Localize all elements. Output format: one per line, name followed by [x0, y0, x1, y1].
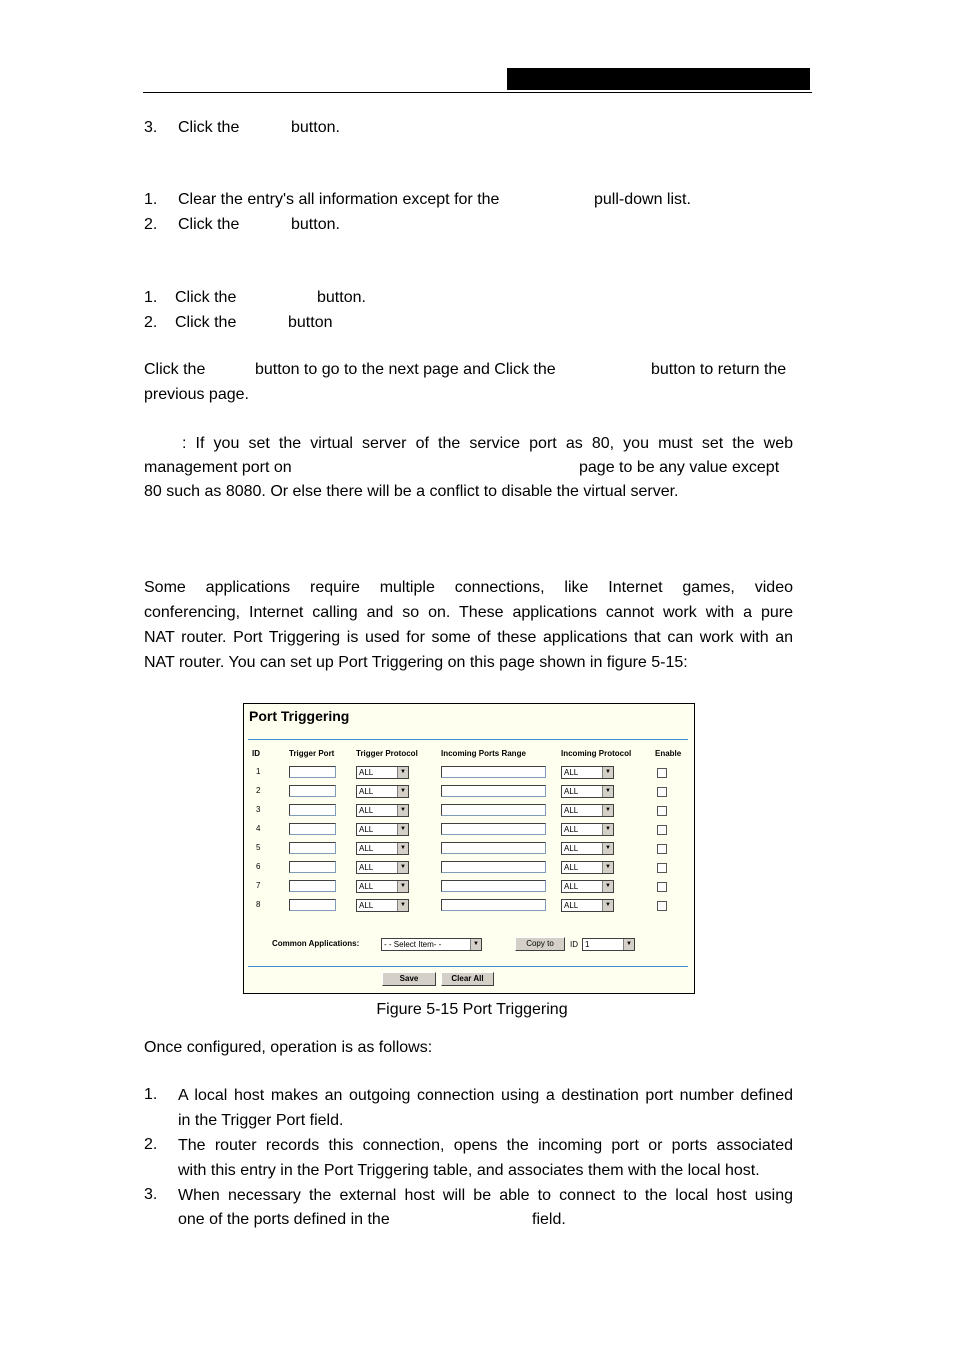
header-incoming-protocol: Incoming Protocol	[561, 749, 632, 758]
chevron-down-icon: ▼	[397, 786, 408, 797]
note-paragraph	[144, 431, 793, 456]
enable-checkbox[interactable]	[657, 844, 667, 854]
figure-bottom-rule	[248, 966, 688, 967]
chevron-down-icon: ▼	[602, 824, 613, 835]
incoming-ports-range-input[interactable]	[441, 785, 546, 797]
select-value: ALL	[359, 825, 374, 834]
incoming-ports-range-input[interactable]	[441, 899, 546, 911]
select-value: ALL	[359, 901, 374, 910]
incoming-protocol-select[interactable]	[561, 766, 614, 779]
note-row: : If you set the virtual server of the service port as 80, you must set the web	[182, 435, 793, 452]
select-value: ALL	[359, 768, 374, 777]
select-value: ALL	[564, 863, 579, 872]
trigger-port-input[interactable]	[289, 804, 336, 816]
select-value: ALL	[564, 901, 579, 910]
enable-checkbox[interactable]	[657, 806, 667, 816]
step-text: pull-down list.	[594, 191, 691, 208]
trigger-port-input[interactable]	[289, 766, 336, 778]
incoming-protocol-select[interactable]	[561, 899, 614, 912]
select-value: ALL	[564, 787, 579, 796]
row-id: 3	[256, 805, 261, 814]
chevron-down-icon: ▼	[397, 824, 408, 835]
trigger-protocol-select[interactable]	[356, 842, 409, 855]
id-select[interactable]	[582, 938, 635, 951]
figure-top-rule	[248, 739, 688, 740]
intro-row: NAT router. Port Triggering is used for some of these applications that can work with an	[144, 629, 793, 646]
select-value: - - Select Item- -	[384, 940, 442, 949]
paragraph-text: button to go to the next page and Click the	[255, 361, 556, 378]
step-number: 1.	[144, 191, 158, 208]
trigger-protocol-select[interactable]	[356, 880, 409, 893]
trigger-protocol-select[interactable]	[356, 785, 409, 798]
paragraph-text: Click the	[144, 361, 206, 378]
row-id: 5	[256, 843, 261, 852]
select-value: ALL	[564, 882, 579, 891]
step-text: Click the	[175, 289, 237, 306]
header-enable: Enable	[655, 749, 682, 758]
step-number: 2.	[144, 314, 158, 331]
step-number: 1.	[144, 289, 158, 306]
list-item	[178, 1183, 793, 1208]
trigger-port-input[interactable]	[289, 899, 336, 911]
list-number: 2.	[144, 1136, 158, 1153]
select-value: ALL	[359, 882, 374, 891]
row-id: 8	[256, 900, 261, 909]
select-value: ALL	[359, 863, 374, 872]
paragraph-text: previous page.	[144, 386, 249, 403]
clear-all-button[interactable]: Clear All	[441, 972, 494, 986]
row-id: 7	[256, 881, 261, 890]
step-text: button.	[291, 216, 340, 233]
enable-checkbox[interactable]	[657, 863, 667, 873]
incoming-protocol-select[interactable]	[561, 861, 614, 874]
trigger-port-input[interactable]	[289, 861, 336, 873]
select-value: ALL	[564, 844, 579, 853]
chevron-down-icon: ▼	[602, 843, 613, 854]
chevron-down-icon: ▼	[602, 881, 613, 892]
trigger-protocol-select[interactable]	[356, 861, 409, 874]
select-value: ALL	[564, 806, 579, 815]
chevron-down-icon: ▼	[397, 805, 408, 816]
list-item-text: in the Trigger Port field.	[178, 1112, 344, 1129]
list-number: 1.	[144, 1086, 158, 1103]
header-trigger-protocol: Trigger Protocol	[356, 749, 418, 758]
step-text: Click the	[175, 314, 237, 331]
incoming-protocol-select[interactable]	[561, 880, 614, 893]
common-applications-select[interactable]	[381, 938, 482, 951]
note-text: 80 such as 8080. Or else there will be a conflict to disable the virtual server.	[144, 483, 679, 500]
enable-checkbox[interactable]	[657, 768, 667, 778]
intro-row: conferencing, Internet calling and so on. These applications cannot work with a pure	[144, 604, 793, 621]
step-text: Click the	[178, 216, 240, 233]
trigger-protocol-select[interactable]	[356, 823, 409, 836]
incoming-protocol-select[interactable]	[561, 823, 614, 836]
incoming-ports-range-input[interactable]	[441, 766, 546, 778]
header-bar	[507, 68, 810, 90]
header-id: ID	[252, 749, 260, 758]
chevron-down-icon: ▼	[470, 939, 481, 950]
trigger-port-input[interactable]	[289, 842, 336, 854]
step-text: button	[288, 314, 333, 331]
header-rule	[143, 92, 812, 93]
chevron-down-icon: ▼	[602, 862, 613, 873]
select-value: ALL	[359, 787, 374, 796]
row-id: 6	[256, 862, 261, 871]
copy-to-button[interactable]: Copy to	[515, 937, 565, 951]
step-number: 2.	[144, 216, 158, 233]
paragraph-text: Once configured, operation is as follows:	[144, 1039, 433, 1056]
chevron-down-icon: ▼	[602, 786, 613, 797]
step-text: Clear the entry's all information except for the	[178, 191, 500, 208]
incoming-protocol-select[interactable]	[561, 804, 614, 817]
list-item-text: field.	[532, 1211, 566, 1228]
header-incoming-range: Incoming Ports Range	[441, 749, 526, 758]
incoming-ports-range-input[interactable]	[441, 861, 546, 873]
select-value: ALL	[564, 825, 579, 834]
enable-checkbox[interactable]	[657, 882, 667, 892]
trigger-protocol-select[interactable]	[356, 804, 409, 817]
step-text: button.	[317, 289, 366, 306]
row-id: 2	[256, 786, 261, 795]
save-button[interactable]: Save	[382, 972, 436, 986]
paragraph-text: button to return the	[651, 361, 787, 378]
incoming-ports-range-input[interactable]	[441, 823, 546, 835]
chevron-down-icon: ▼	[602, 900, 613, 911]
intro-row: NAT router. You can set up Port Triggering on this page shown in figure 5-15:	[144, 654, 688, 671]
select-value: ALL	[564, 768, 579, 777]
list-item-text: When necessary the external host will be able to connect to the local host using	[178, 1187, 793, 1204]
chevron-down-icon: ▼	[602, 805, 613, 816]
note-text: page to be any value except	[579, 459, 780, 476]
list-item-text: with this entry in the Port Triggering table, and associates them with the local host.	[178, 1162, 760, 1179]
select-value: ALL	[359, 844, 374, 853]
step-number: 3.	[144, 119, 158, 136]
chevron-down-icon: ▼	[397, 767, 408, 778]
list-number: 3.	[144, 1186, 158, 1203]
note-text: management port on	[144, 459, 292, 476]
step-text: Click the	[178, 119, 240, 136]
list-item	[178, 1133, 793, 1183]
chevron-down-icon: ▼	[397, 881, 408, 892]
figure-caption: Figure 5-15 Port Triggering	[376, 1001, 568, 1018]
list-item-text: The router records this connection, opens the incoming port or ports associated	[178, 1137, 793, 1154]
incoming-protocol-select[interactable]	[561, 842, 614, 855]
trigger-port-input[interactable]	[289, 880, 336, 892]
list-item	[178, 1083, 793, 1133]
row-id: 4	[256, 824, 261, 833]
chevron-down-icon: ▼	[397, 843, 408, 854]
port-triggering-figure	[243, 703, 695, 994]
intro-row: Some applications require multiple connections, like Internet games, video	[144, 579, 793, 596]
trigger-port-input[interactable]	[289, 785, 336, 797]
enable-checkbox[interactable]	[657, 825, 667, 835]
list-item-text: A local host makes an outgoing connection using a destination port number defined	[178, 1087, 793, 1104]
figure-title: Port Triggering	[249, 708, 350, 724]
common-applications-label: Common Applications:	[272, 939, 360, 948]
enable-checkbox[interactable]	[657, 787, 667, 797]
chevron-down-icon: ▼	[602, 767, 613, 778]
trigger-port-input[interactable]	[289, 823, 336, 835]
row-id: 1	[256, 767, 261, 776]
enable-checkbox[interactable]	[657, 901, 667, 911]
list-item-text: one of the ports defined in the	[178, 1211, 390, 1228]
trigger-protocol-select[interactable]	[356, 899, 409, 912]
incoming-ports-range-input[interactable]	[441, 804, 546, 816]
chevron-down-icon: ▼	[397, 900, 408, 911]
id-label: ID	[570, 940, 578, 949]
trigger-protocol-select[interactable]	[356, 766, 409, 779]
intro-paragraph	[144, 575, 793, 675]
chevron-down-icon: ▼	[623, 939, 634, 950]
select-value: 1	[585, 940, 590, 949]
select-value: ALL	[359, 806, 374, 815]
incoming-ports-range-input[interactable]	[441, 842, 546, 854]
chevron-down-icon: ▼	[397, 862, 408, 873]
header-trigger-port: Trigger Port	[289, 749, 335, 758]
step-text: button.	[291, 119, 340, 136]
incoming-protocol-select[interactable]	[561, 785, 614, 798]
incoming-ports-range-input[interactable]	[441, 880, 546, 892]
